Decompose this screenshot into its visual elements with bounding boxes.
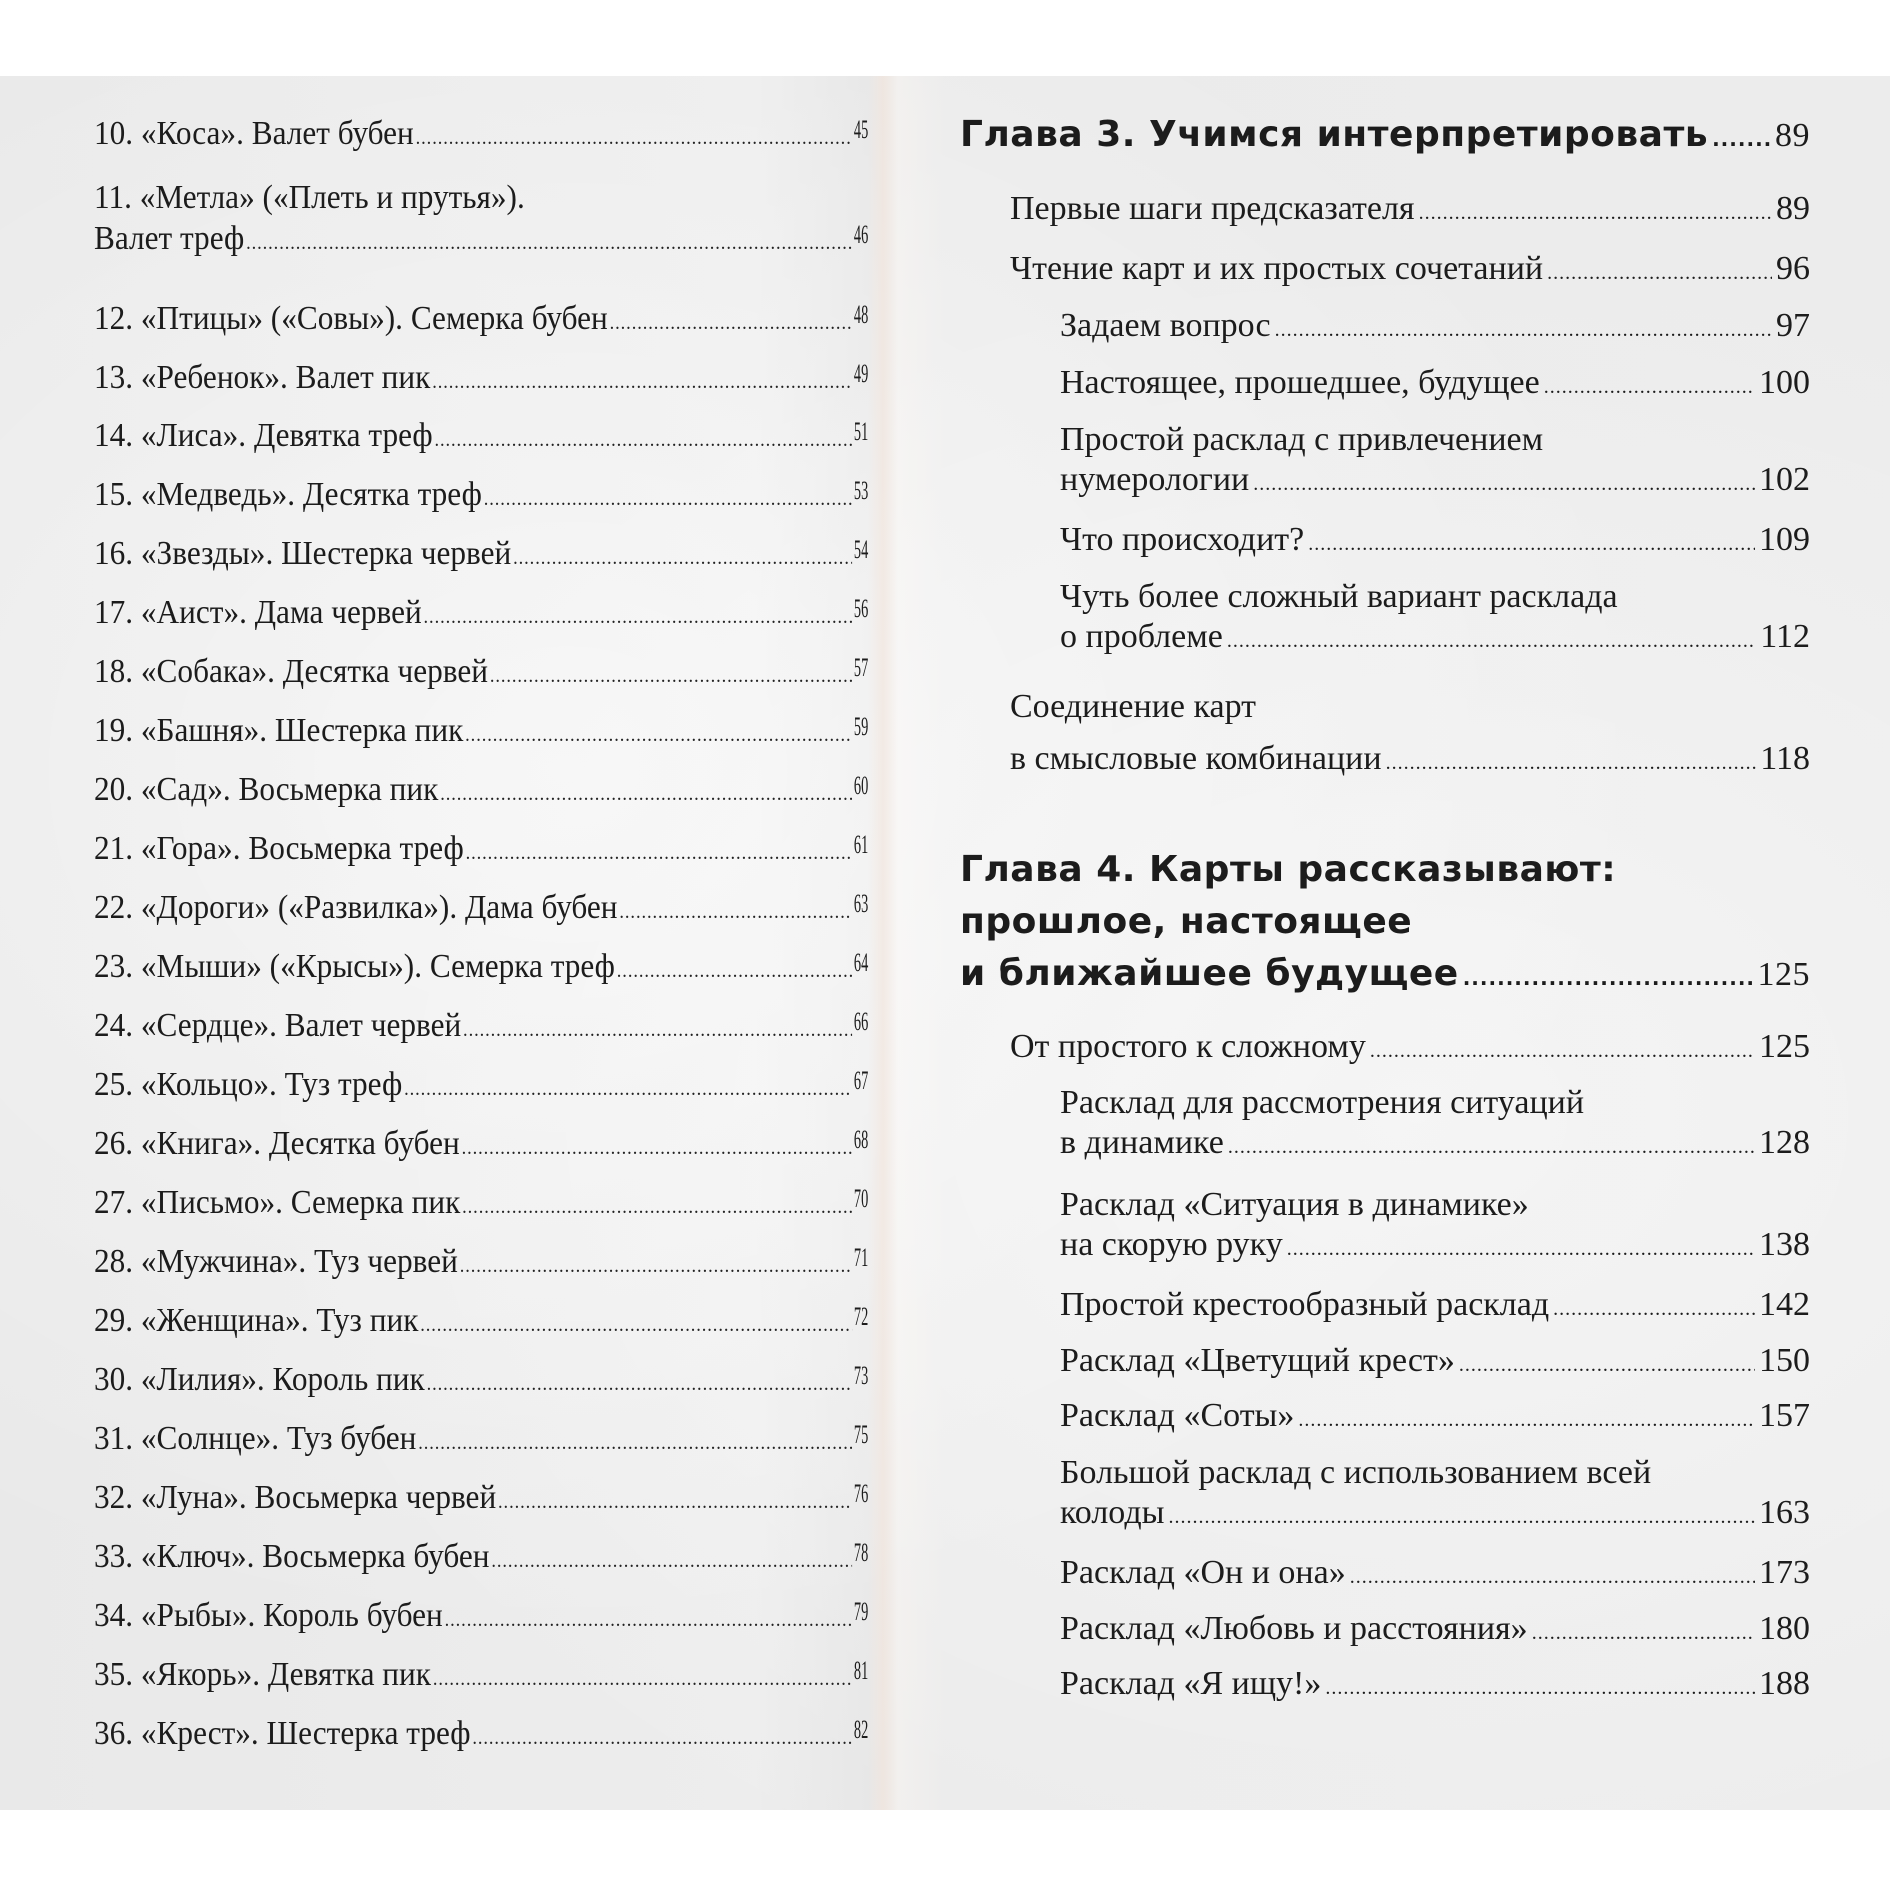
toc-entry-title: 20. «Сад». Восьмерка пик [94,771,439,808]
toc-entry-page: 46 [853,220,869,249]
subsection-page: 173 [1759,1554,1810,1591]
toc-entry[interactable] [94,299,869,343]
toc-entry[interactable] [94,178,869,263]
subsection-title: Что происходит? [1060,521,1305,558]
leader-dots [484,479,852,519]
subsection-page: 112 [1760,618,1810,655]
subsection-title: Простой крестообразный расклад [1060,1286,1550,1323]
subsection-title: Расклад «Цветущий крест» [1060,1342,1455,1379]
leader-dots [440,774,852,814]
toc-entry-title: 26. «Книга». Десятка бубен [94,1125,460,1162]
toc-entry[interactable] [94,416,869,460]
toc-subsection[interactable] [1060,1393,1810,1443]
chapter-4-heading[interactable] [960,844,1810,1004]
toc-entry-page: 54 [853,535,869,564]
leader-dots [1553,1286,1755,1332]
toc-entry[interactable] [94,652,869,696]
leader-dots [1547,250,1772,296]
toc-entry[interactable] [94,888,869,932]
toc-entry-title: 31. «Солнце». Туз бубен [94,1420,417,1457]
toc-entry[interactable] [94,1537,869,1581]
toc-entry-title: 35. «Якорь». Девятка пик [94,1656,431,1693]
toc-entry-page: 75 [853,1420,869,1449]
leader-dots [617,951,852,991]
toc-entry-title: 10. «Коса». Валет бубен [94,115,414,152]
toc-entry-title: 28. «Мужчина». Туз червей [94,1243,458,1280]
toc-entry[interactable] [94,770,869,814]
toc-entry[interactable] [94,1301,869,1345]
leader-dots [463,1010,852,1050]
toc-entry-title: 29. «Женщина». Туз пик [94,1302,419,1339]
leader-dots [427,1364,853,1404]
section-page: 89 [1776,190,1810,227]
toc-entry[interactable] [94,1419,869,1463]
leader-dots [1287,1226,1755,1272]
leader-dots [491,1541,852,1581]
subsection-title-line2: на скорую руку [1060,1226,1283,1263]
toc-entry-page: 66 [853,1007,869,1036]
leader-dots [1350,1554,1755,1600]
toc-subsection[interactable] [1060,574,1810,664]
subsection-page: 128 [1759,1124,1810,1161]
leader-dots [416,118,852,158]
toc-entry-title: 30. «Лилия». Король пик [94,1361,425,1398]
toc-subsection[interactable] [1060,1282,1810,1332]
toc-subsection[interactable] [1060,1550,1810,1600]
subsection-page: 142 [1759,1286,1810,1323]
toc-subsection[interactable] [1060,1606,1810,1656]
subsection-page: 100 [1759,364,1810,401]
subsection-title-line2: колоды [1060,1494,1165,1531]
toc-entry-page: 76 [853,1479,869,1508]
section-page: 96 [1776,250,1810,287]
leader-dots [1370,1028,1755,1074]
leader-dots [1275,307,1772,353]
toc-entry[interactable] [94,829,869,873]
leader-dots [1419,190,1772,236]
section-page: 125 [1759,1028,1810,1065]
leader-dots [465,715,852,755]
subsection-title-line1: Чуть более сложный вариант расклада [1060,578,1618,615]
subsection-title-line1: Большой расклад с использованием всей [1060,1454,1652,1491]
leader-dots [1308,521,1755,567]
leader-dots [1532,1610,1755,1656]
leader-dots [498,1482,852,1522]
toc-entry-title: 34. «Рыбы». Король бубен [94,1597,443,1634]
toc-entry-page: 63 [853,889,869,918]
toc-entry-page: 59 [853,712,869,741]
toc-entry-page: 70 [853,1184,869,1213]
toc-entry-page: 81 [853,1656,869,1685]
subsection-page: 109 [1759,521,1810,558]
chapter-title-line3: и ближайшее будущее [960,953,1459,994]
toc-entry-title: 24. «Сердце». Валет червей [94,1007,462,1044]
section-page: 118 [1760,740,1810,777]
subsection-page: 163 [1759,1494,1810,1531]
leader-dots [1298,1397,1755,1443]
toc-entry[interactable] [94,1596,869,1640]
toc-entry-page: 78 [853,1538,869,1567]
subsection-title-line2: в динамике [1060,1124,1224,1161]
toc-entry-title: 17. «Аист». Дама червей [94,594,422,631]
leader-dots [433,1659,852,1699]
toc-entry-title: 32. «Луна». Восьмерка червей [94,1479,497,1516]
toc-entry-title: 13. «Ребенок». Валет пик [94,359,431,396]
subsection-title-line1: Расклад для рассмотрения ситуаций [1060,1084,1585,1121]
toc-entry-title: 23. «Мыши» («Крысы»). Семерка треф [94,948,615,985]
toc-entry-page: 45 [853,115,869,144]
toc-entry-page: 82 [853,1715,869,1744]
leader-dots [420,1305,852,1345]
subsection-page: 150 [1759,1342,1810,1379]
subsection-page: 102 [1759,461,1810,498]
leader-dots [610,303,852,343]
toc-subsection[interactable] [1060,1661,1810,1711]
toc-entry[interactable] [94,1124,869,1168]
toc-section[interactable] [1010,186,1810,236]
subsection-title: Задаем вопрос [1060,307,1271,344]
chapter-page: 89 [1775,117,1810,154]
toc-entry-page: 51 [853,417,869,446]
toc-entry-page: 60 [853,771,869,800]
subsection-title: Расклад «Он и она» [1060,1554,1346,1591]
toc-entry-title: 16. «Звезды». Шестерка червей [94,535,512,572]
leader-dots [434,420,852,460]
toc-entry-page: 57 [853,653,869,682]
subsection-page: 157 [1759,1397,1810,1434]
chapter-title-line1: Глава 4. Карты рассказывают: [960,849,1617,890]
chapter-3-heading[interactable] [960,112,1810,162]
toc-entry[interactable] [94,711,869,755]
leader-dots [462,1187,852,1227]
section-title: Чтение карт и их простых сочетаний [1010,250,1544,287]
subsection-page: 97 [1776,307,1810,344]
toc-entry-page: 53 [853,476,869,505]
leader-dots [1228,1124,1755,1170]
leader-dots [462,1128,853,1168]
toc-subsection[interactable] [1060,517,1810,567]
toc-subsection[interactable] [1060,1080,1810,1170]
toc-entry-page: 68 [853,1125,869,1154]
toc-section[interactable] [1010,684,1810,786]
subsection-title-line2: о проблеме [1060,618,1223,655]
subsection-title-line1: Простой расклад с привлечением [1060,421,1544,458]
toc-entry-page: 79 [853,1597,869,1626]
toc-entry-page: 56 [853,594,869,623]
toc-entry[interactable] [94,114,869,158]
leader-dots [1463,952,1754,1004]
leader-dots [460,1246,852,1286]
toc-entry[interactable] [94,947,869,991]
section-title-line1: Соединение карт [1010,688,1257,725]
toc-entry[interactable] [94,358,869,402]
subsection-title: Расклад «Я ищу!» [1060,1665,1322,1702]
toc-entry-title: 36. «Крест». Шестерка треф [94,1715,471,1752]
leader-dots [1325,1665,1755,1711]
toc-entry[interactable] [94,593,869,637]
toc-entry[interactable] [94,1006,869,1050]
section-title: От простого к сложному [1010,1028,1366,1065]
toc-subsection[interactable] [1060,417,1810,507]
toc-entry[interactable] [94,1714,869,1758]
toc-entry[interactable] [94,534,869,578]
subsection-title-line1: Расклад «Ситуация в динамике» [1060,1186,1529,1223]
leader-dots [246,223,852,263]
leader-dots [418,1423,852,1463]
leader-dots [1459,1342,1755,1388]
leader-dots [466,833,853,873]
toc-section[interactable] [1010,1024,1810,1074]
leader-dots [1168,1494,1755,1540]
toc-entry[interactable] [94,1183,869,1227]
toc-entry-page: 64 [853,948,869,977]
subsection-title: Настоящее, прошедшее, будущее [1060,364,1540,401]
toc-entry-title-line2: Валет треф [94,220,245,257]
toc-entry-title: 12. «Птицы» («Совы»). Семерка бубен [94,300,608,337]
toc-entry[interactable] [94,1065,869,1109]
section-title-line2: в смысловые комбинации [1010,740,1382,777]
toc-entry[interactable] [94,1242,869,1286]
leader-dots [1712,116,1771,162]
toc-entry-title: 18. «Собака». Десятка червей [94,653,488,690]
toc-subsection[interactable] [1060,360,1810,410]
subsection-title: Расклад «Соты» [1060,1397,1295,1434]
subsection-page: 138 [1759,1226,1810,1263]
leader-dots [490,656,852,696]
toc-entry[interactable] [94,475,869,519]
toc-entry-title: 22. «Дороги» («Развилка»). Дама бубен [94,889,618,926]
toc-entry-title: 25. «Кольцо». Туз треф [94,1066,403,1103]
leader-dots [404,1069,852,1109]
toc-entry-page: 73 [853,1361,869,1390]
toc-entry-title: 33. «Ключ». Восьмерка бубен [94,1538,490,1575]
chapter-title: Глава 3. Учимся интерпретировать [960,114,1709,155]
toc-entry[interactable] [94,1655,869,1699]
leader-dots [432,362,852,402]
leader-dots [445,1600,852,1640]
leader-dots [1227,618,1756,664]
leader-dots [424,597,853,637]
toc-entry-page: 71 [853,1243,869,1272]
subsection-title: Расклад «Любовь и расстояния» [1060,1610,1528,1647]
section-title: Первые шаги предсказателя [1010,190,1415,227]
leader-dots [1544,364,1755,410]
chapter-title-line2: прошлое, настоящее [960,901,1413,942]
toc-entry-title: 19. «Башня». Шестерка пик [94,712,464,749]
toc-entry-title-line1: 11. «Метла» («Плеть и прутья»). [94,179,525,216]
leader-dots [619,892,852,932]
toc-entry-title: 15. «Медведь». Десятка треф [94,476,482,513]
toc-entry-page: 49 [853,359,869,388]
toc-entry-page: 67 [853,1066,869,1095]
chapter-page: 125 [1757,956,1810,993]
subsection-page: 180 [1759,1610,1810,1647]
toc-subsection[interactable] [1060,303,1810,353]
toc-entry[interactable] [94,1478,869,1522]
leader-dots [1386,740,1757,786]
toc-entry-page: 48 [853,300,869,329]
toc-subsection[interactable] [1060,1450,1810,1540]
toc-section[interactable] [1010,246,1810,296]
toc-entry-page: 61 [853,830,869,859]
toc-entry-title: 21. «Гора». Восьмерка треф [94,830,464,867]
toc-entry[interactable] [94,1360,869,1404]
leader-dots [1253,461,1755,507]
leader-dots [472,1718,852,1758]
toc-subsection[interactable] [1060,1182,1810,1272]
toc-entry-title: 27. «Письмо». Семерка пик [94,1184,461,1221]
subsection-page: 188 [1759,1665,1810,1702]
leader-dots [513,538,852,578]
toc-entry-title: 14. «Лиса». Девятка треф [94,417,433,454]
subsection-title-line2: нумерологии [1060,461,1250,498]
book-spread [0,76,1890,1810]
toc-subsection[interactable] [1060,1338,1810,1388]
toc-entry-page: 72 [853,1302,869,1331]
